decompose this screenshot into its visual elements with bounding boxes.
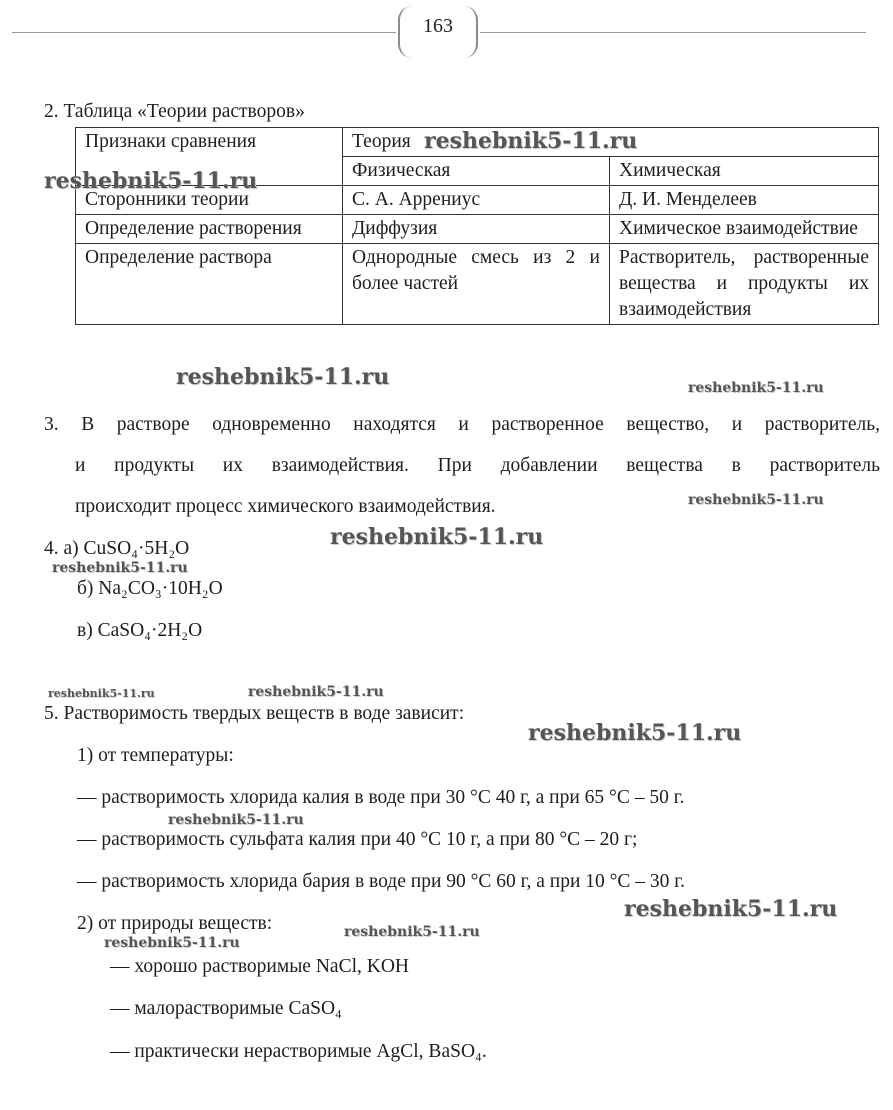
table-cell: Диффузия: [343, 215, 610, 244]
watermark: reshebnik5-11.ru: [688, 492, 824, 508]
table-cell: Растворитель, растворенные вещества и продукты их взаимодействия: [610, 244, 879, 325]
table-cell: Сторонники теории: [76, 186, 343, 215]
task5-nature-item: — практически нерастворимые AgCl, BaSO₄.: [110, 1041, 487, 1062]
task5-nature-item: — малорастворимые CaSO₄: [110, 998, 342, 1019]
table-header-features: Признаки сравнения: [76, 128, 343, 186]
task5-subheading-temperature: 1) от температуры:: [77, 745, 234, 766]
page-number: 163: [423, 15, 453, 37]
header-rule-left: [12, 32, 396, 33]
table-row: [76, 244, 879, 325]
table-cell: Химическое взаимодействие: [610, 215, 879, 244]
task3-line: происходит процесс химического взаимодействия.: [75, 496, 496, 517]
watermark: reshebnik5-11.ru: [44, 168, 258, 194]
table-cell: Определение растворения: [76, 215, 343, 244]
table-header-physical: Физическая: [343, 157, 610, 186]
table-cell: Определение раствора: [76, 244, 343, 325]
watermark: reshebnik5-11.ru: [688, 380, 824, 396]
task4-item-a: 4. а) CuSO₄·5H₂O: [44, 538, 190, 559]
table-cell: С. А. Аррениус: [343, 186, 610, 215]
watermark: reshebnik5-11.ru: [48, 687, 155, 700]
task5-temperature-item: — растворимость хлорида калия в воде при 30 °С 40 г, а при 65 °С – 50 г.: [77, 787, 685, 808]
watermark: reshebnik5-11.ru: [528, 720, 742, 746]
task4-item-b: б) Na₂CO₃·10H₂O: [77, 578, 223, 599]
task5-nature-item: — хорошо растворимые NaCl, KOH: [110, 956, 409, 977]
watermark: reshebnik5-11.ru: [52, 560, 188, 576]
theories-table: [75, 127, 879, 325]
watermark: reshebnik5-11.ru: [424, 128, 638, 154]
task5-temperature-item: — растворимость хлорида бария в воде при 90 °С 60 г, а при 10 °С – 30 г.: [77, 871, 685, 892]
watermark: reshebnik5-11.ru: [330, 524, 544, 550]
watermark: reshebnik5-11.ru: [168, 812, 304, 828]
watermark: reshebnik5-11.ru: [624, 896, 838, 922]
task5-title: 5. Растворимость твердых веществ в воде зависит:: [44, 703, 465, 724]
task5-temperature-item: — растворимость сульфата калия при 40 °С 10 г, а при 80 °С – 20 г;: [77, 829, 638, 850]
watermark: reshebnik5-11.ru: [176, 364, 390, 390]
table-row: [76, 215, 879, 244]
watermark: reshebnik5-11.ru: [104, 935, 240, 951]
header-rule-right: [480, 32, 866, 33]
task5-subheading-nature: 2) от природы веществ:: [77, 913, 273, 934]
table-header-chemical: Химическая: [610, 157, 879, 186]
table-cell: Однородные смесь из 2 и более частей: [343, 244, 610, 325]
task3-line: и продукты их взаимодействия. При добавлении вещества в растворитель: [75, 455, 880, 476]
task4-item-c: в) CaSO₄·2H₂O: [77, 620, 203, 641]
table-cell: Д. И. Менделеев: [610, 186, 879, 215]
table-header-theory: Теория: [343, 128, 879, 157]
task2-title: 2. Таблица «Теории растворов»: [44, 101, 305, 122]
task3-line: 3. В растворе одновременно находятся и растворенное вещество, и растворитель,: [44, 414, 880, 435]
watermark: reshebnik5-11.ru: [344, 924, 480, 940]
watermark: reshebnik5-11.ru: [248, 684, 384, 700]
